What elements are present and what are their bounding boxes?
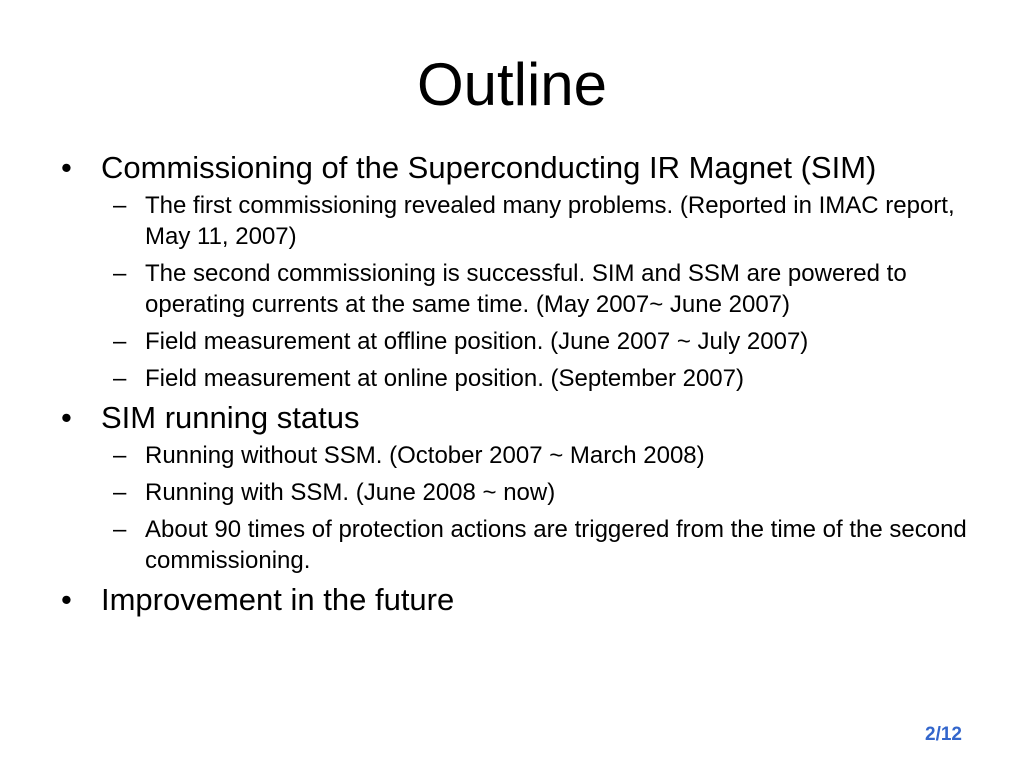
list-item [55,582,975,618]
sub-list-item [55,190,975,252]
dash-icon: – [113,516,127,543]
sub-list-item [55,258,975,320]
sub-list-item [55,440,975,471]
bullet-icon: • [61,582,72,617]
dash-icon: – [113,192,127,219]
dash-icon: – [113,260,127,287]
list-item-text: Improvement in the future [101,582,455,617]
bullet-list [55,150,975,622]
sub-list-item-text: About 90 times of protection actions are triggered from the time of the second commissioning. [145,516,967,574]
sub-list-item-text: Field measurement at offline position. (June 2007 ~ July 2007) [145,328,809,355]
sub-list-item-text: The first commissioning revealed many problems. (Reported in IMAC report, May 11, 2007) [145,192,955,250]
dash-icon: – [113,365,127,392]
list-item-text: Commissioning of the Superconducting IR Magnet (SIM) [101,150,877,185]
sub-list-item-text: The second commissioning is successful. SIM and SSM are powered to operating currents at the same time. (May 2007~ June 2007) [145,260,907,318]
sub-list-item [55,363,975,394]
sub-list-item [55,477,975,508]
bullet-icon: • [61,150,72,185]
sub-list-item-text: Running without SSM. (October 2007 ~ March 2008) [145,442,705,469]
sub-list-item [55,326,975,357]
dash-icon: – [113,442,127,469]
list-item [55,150,975,186]
slide-title: Outline [416,51,608,118]
page-number: 2/12 [925,724,962,745]
sub-list-item-text: Running with SSM. (June 2008 ~ now) [145,479,556,506]
list-item [55,400,975,436]
dash-icon: – [113,328,127,355]
bullet-icon: • [61,400,72,435]
sub-list-item-text: Field measurement at online position. (September 2007) [145,365,744,392]
dash-icon: – [113,479,127,506]
sub-list-item [55,514,975,576]
list-item-text: SIM running status [101,400,360,435]
